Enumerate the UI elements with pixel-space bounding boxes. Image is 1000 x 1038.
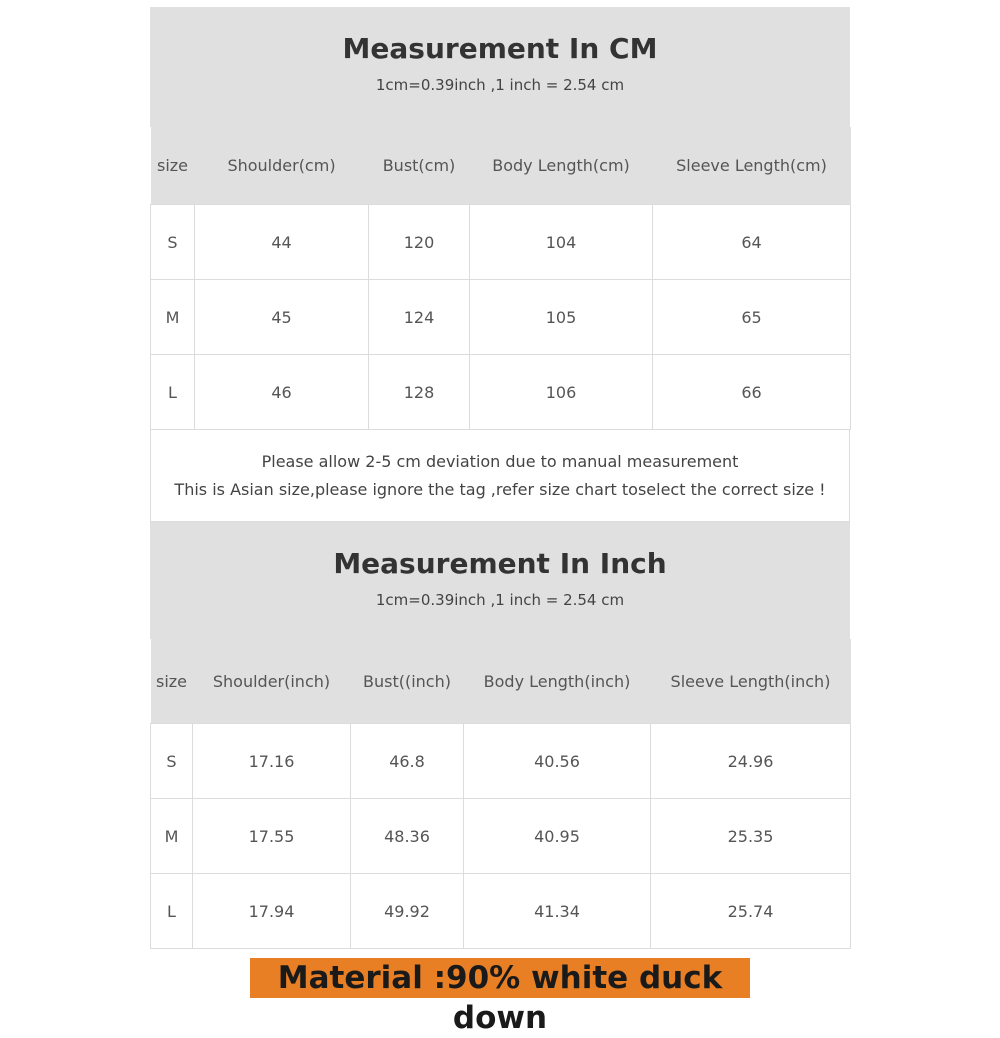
sleeve-length-cell: 64 (653, 205, 851, 280)
sleeve-length-cell: 65 (653, 280, 851, 355)
size-cell: S (151, 205, 195, 280)
column-header-body-length: Body Length(cm) (470, 127, 653, 205)
sleeve-length-cell: 24.96 (651, 724, 851, 799)
column-header-shoulder: Shoulder(cm) (195, 127, 369, 205)
inch-conversion-note: 1cm=0.39inch ,1 inch = 2.54 cm (375, 591, 625, 609)
table-row (151, 355, 851, 430)
size-cell: M (151, 280, 195, 355)
size-cell: S (151, 724, 193, 799)
body-length-cell: 40.95 (464, 799, 651, 874)
table-row (151, 205, 851, 280)
deviation-note: Please allow 2-5 cm deviation due to manual measurement (261, 452, 739, 471)
shoulder-cell: 17.94 (193, 874, 351, 949)
table-row (151, 280, 851, 355)
inch-size-table (150, 639, 851, 949)
column-header-size: size (151, 127, 195, 205)
size-chart (150, 7, 850, 949)
size-cell: M (151, 799, 193, 874)
sleeve-length-cell: 66 (653, 355, 851, 430)
inch-section-title: Measurement In Inch (333, 547, 667, 580)
column-header-sleeve-length: Sleeve Length(cm) (653, 127, 851, 205)
body-length-cell: 106 (470, 355, 653, 430)
sleeve-length-cell: 25.74 (651, 874, 851, 949)
inch-section-header (150, 522, 850, 639)
column-header-body-length: Body Length(inch) (464, 639, 651, 724)
body-length-cell: 40.56 (464, 724, 651, 799)
shoulder-cell: 17.16 (193, 724, 351, 799)
shoulder-cell: 46 (195, 355, 369, 430)
shoulder-cell: 44 (195, 205, 369, 280)
column-header-sleeve-length: Sleeve Length(inch) (651, 639, 851, 724)
cm-section-header (150, 7, 850, 127)
body-length-cell: 104 (470, 205, 653, 280)
bust-cell: 46.8 (351, 724, 464, 799)
body-length-cell: 41.34 (464, 874, 651, 949)
bust-cell: 128 (369, 355, 470, 430)
bust-cell: 48.36 (351, 799, 464, 874)
bust-cell: 49.92 (351, 874, 464, 949)
inch-table-header-row (151, 639, 851, 724)
bust-cell: 120 (369, 205, 470, 280)
table-row (151, 874, 851, 949)
table-row (151, 724, 851, 799)
body-length-cell: 105 (470, 280, 653, 355)
material-banner: Material :90% white duck down (250, 958, 750, 998)
column-header-bust: Bust(cm) (369, 127, 470, 205)
size-cell: L (151, 874, 193, 949)
asian-size-note: This is Asian size,please ignore the tag ,refer size chart toselect the correct size ! (174, 480, 826, 499)
bust-cell: 124 (369, 280, 470, 355)
sleeve-length-cell: 25.35 (651, 799, 851, 874)
cm-size-table (150, 127, 851, 430)
column-header-size: size (151, 639, 193, 724)
column-header-bust: Bust((inch) (351, 639, 464, 724)
measurement-note (150, 430, 850, 522)
cm-table-header-row (151, 127, 851, 205)
shoulder-cell: 17.55 (193, 799, 351, 874)
cm-section-title: Measurement In CM (342, 32, 658, 65)
column-header-shoulder: Shoulder(inch) (193, 639, 351, 724)
cm-conversion-note: 1cm=0.39inch ,1 inch = 2.54 cm (375, 76, 625, 94)
table-row (151, 799, 851, 874)
shoulder-cell: 45 (195, 280, 369, 355)
size-cell: L (151, 355, 195, 430)
